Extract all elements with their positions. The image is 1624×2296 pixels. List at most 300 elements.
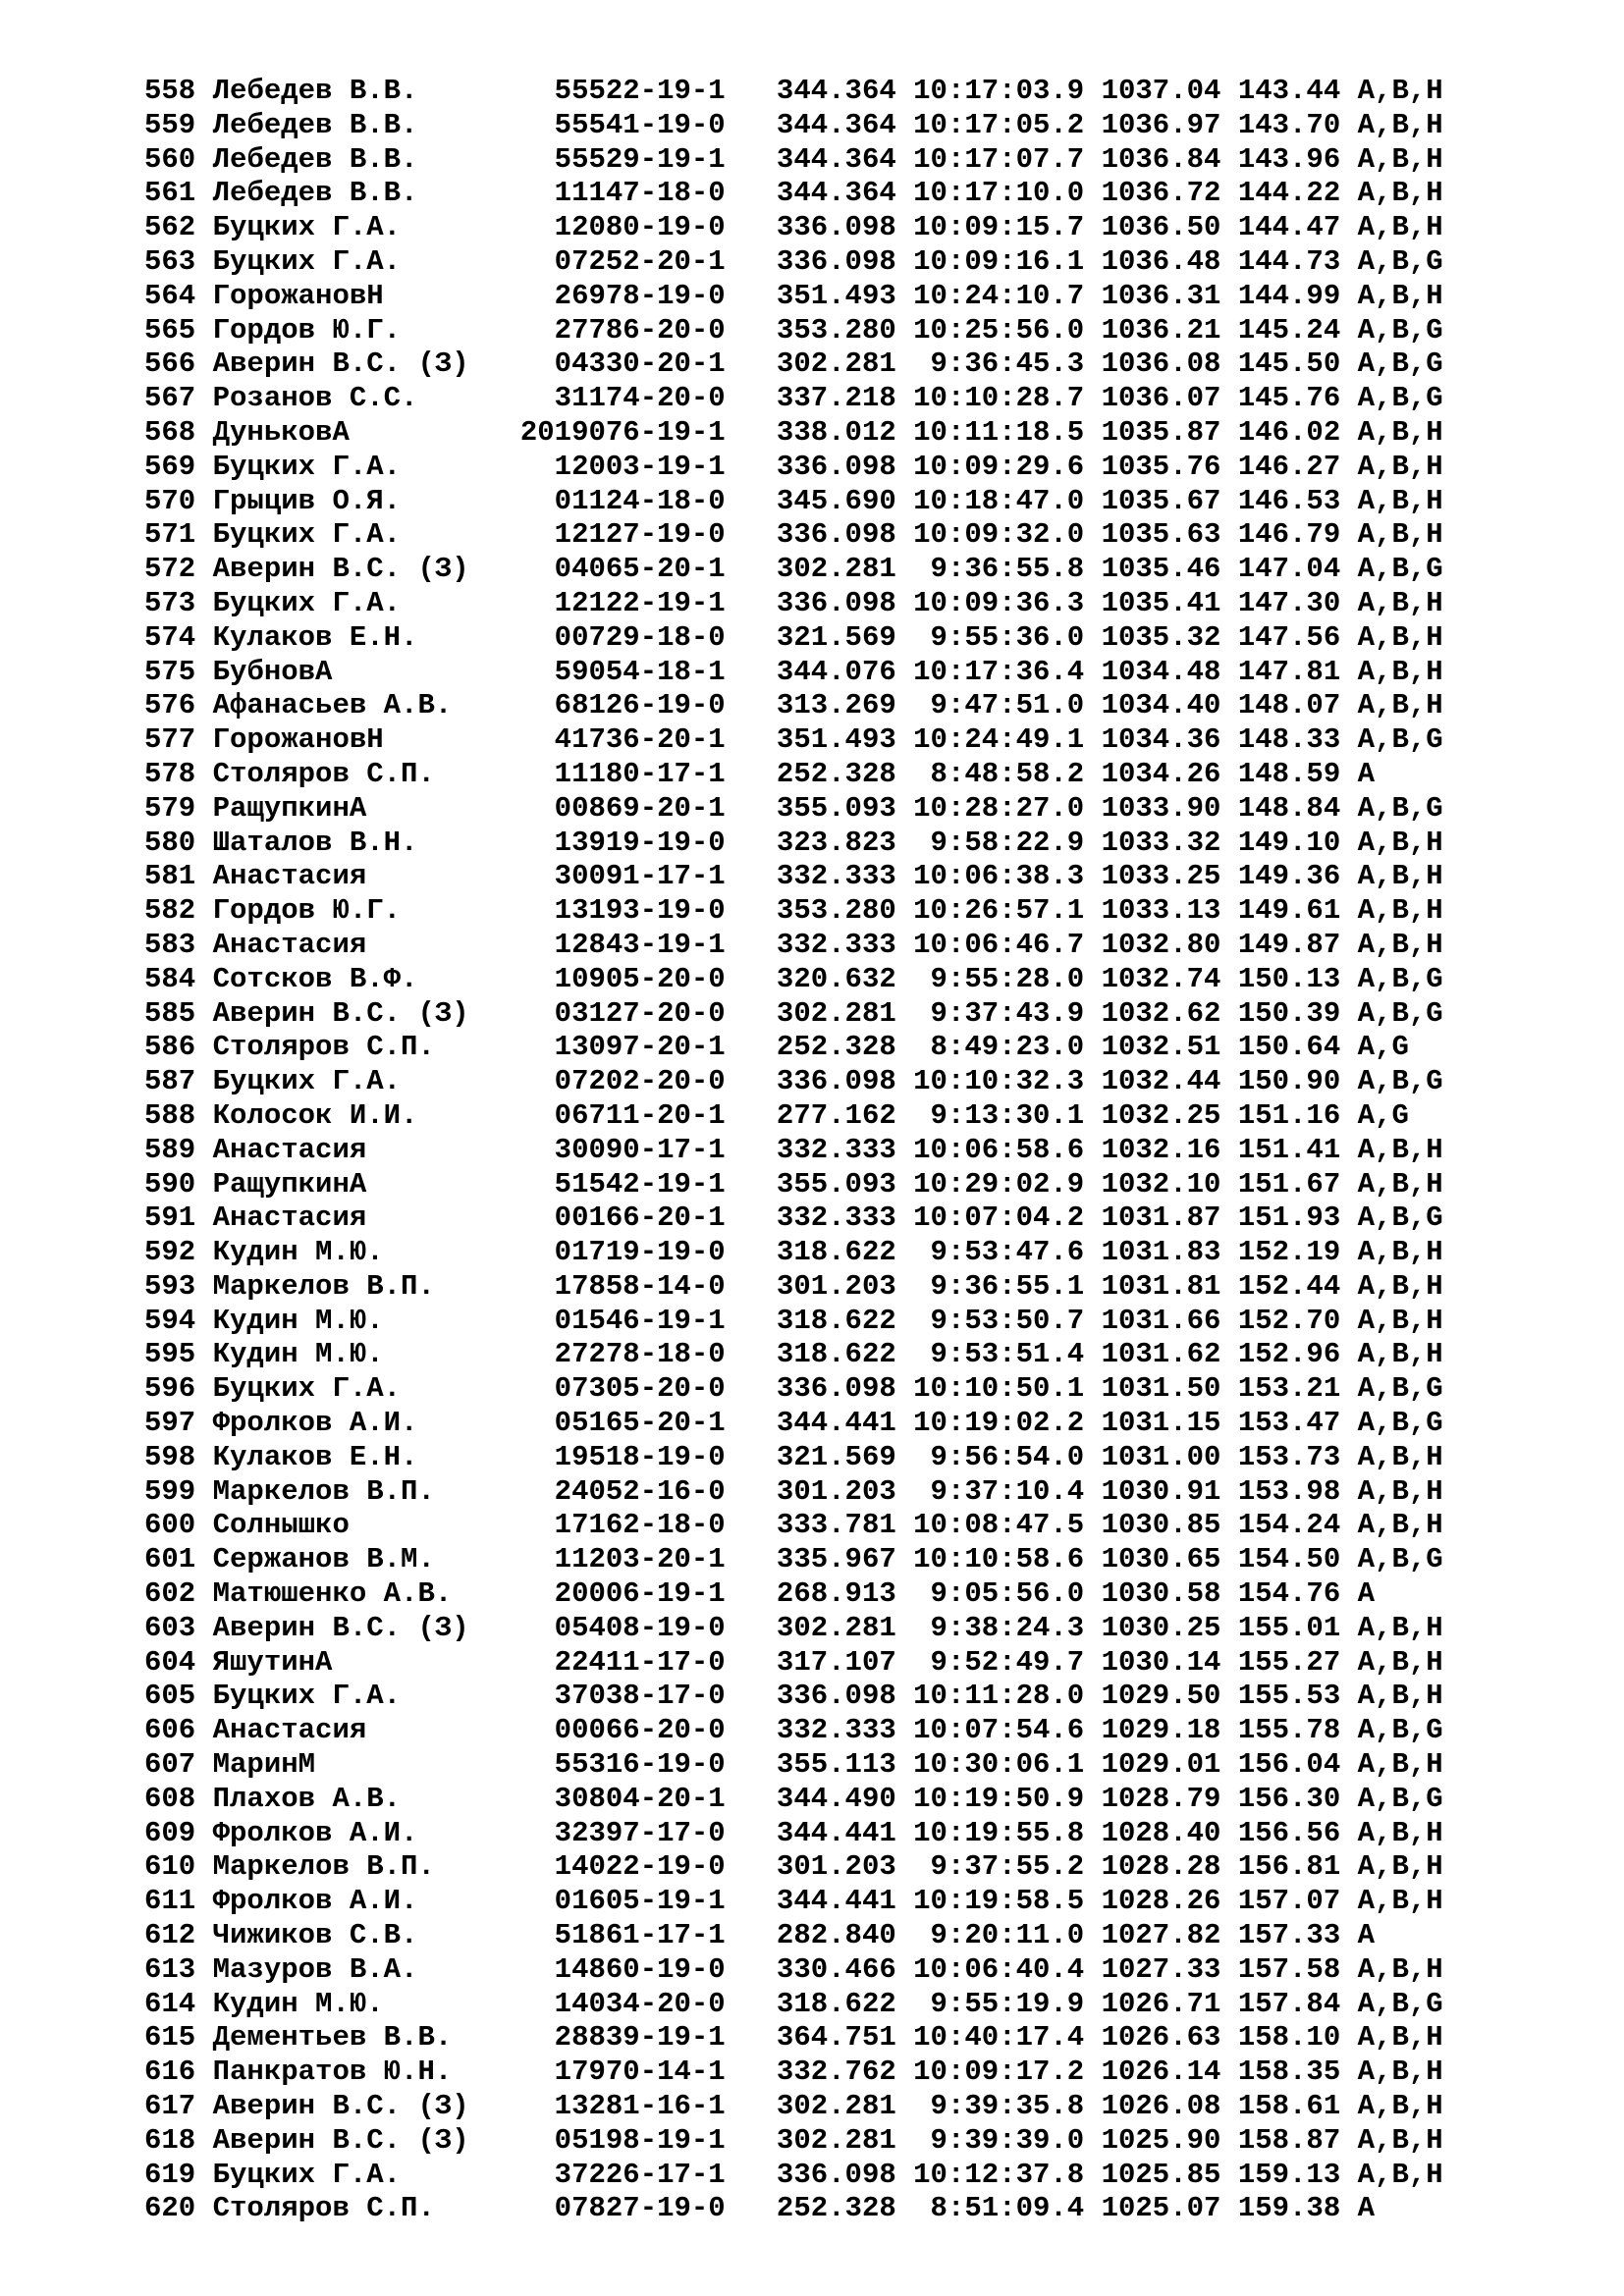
speed: 1026.14 [1084,2056,1221,2089]
speed: 1036.08 [1084,347,1221,381]
row-number: 607 [144,1748,196,1782]
arrival-time: 10:08:47.5 [895,1509,1085,1542]
table-row [144,621,1443,656]
categories: A,B,H [1340,484,1443,517]
fancier-name: Анастасия [195,1201,469,1235]
arrival-time: 10:40:17.4 [895,2021,1085,2055]
row-number: 558 [144,75,196,107]
table-row [144,1201,1443,1236]
distance: 332.333 [725,928,896,961]
table-row [144,347,1443,382]
row-number: 602 [144,1577,196,1611]
ring-number: 12122-19-1 [468,586,726,619]
ring-number: 13281-16-1 [468,2090,726,2123]
ring-number: 01546-19-1 [468,1304,726,1337]
ring-number: 24052-16-0 [468,1474,726,1508]
coefficient: 154.76 [1220,1577,1341,1611]
fancier-name: Буцких Г.А. [195,211,469,244]
row-number: 611 [144,1885,196,1918]
coefficient: 152.19 [1220,1236,1341,1269]
table-row [144,143,1443,178]
arrival-time: 9:39:35.8 [895,2090,1085,2123]
distance: 301.203 [725,1269,896,1303]
arrival-time: 10:17:36.4 [895,655,1085,688]
distance: 268.913 [725,1577,896,1611]
fancier-name: ЯшутинА [195,1645,469,1679]
table-row [144,758,1443,792]
categories: A,G [1340,1098,1409,1132]
distance: 332.333 [725,1133,896,1166]
arrival-time: 9:55:28.0 [895,962,1085,995]
speed: 1031.50 [1084,1372,1221,1406]
coefficient: 153.47 [1220,1407,1341,1440]
categories: A,B,H [1340,1680,1443,1713]
categories: A,B,H [1340,142,1443,176]
categories: A,G [1340,1031,1409,1064]
arrival-time: 10:06:58.6 [895,1133,1085,1166]
table-row [144,2124,1443,2159]
table-row [144,314,1443,348]
fancier-name: Кулаков Е.Н. [195,620,469,654]
speed: 1036.84 [1084,142,1221,176]
categories: A,B,H [1340,1850,1443,1884]
table-row [144,1577,1443,1612]
arrival-time: 10:09:36.3 [895,586,1085,619]
categories: A,B,G [1340,244,1443,278]
ring-number: 11147-18-0 [468,177,726,210]
distance: 336.098 [725,586,896,619]
table-row [144,1065,1443,1099]
arrival-time: 10:06:38.3 [895,860,1085,893]
coefficient: 159.13 [1220,2158,1341,2191]
arrival-time: 9:55:36.0 [895,620,1085,654]
ring-number: 00729-18-0 [468,620,726,654]
fancier-name: Фролков А.И. [195,1407,469,1440]
table-row [144,485,1443,519]
row-number: 577 [144,723,196,757]
arrival-time: 9:36:55.1 [895,1269,1085,1303]
table-row [144,2192,1443,2226]
table-row [144,1372,1443,1407]
distance: 277.162 [725,1098,896,1132]
coefficient: 155.27 [1220,1645,1341,1679]
table-row [144,451,1443,485]
coefficient: 144.73 [1220,244,1341,278]
distance: 336.098 [725,1372,896,1406]
table-row [144,1338,1443,1372]
fancier-name: Лебедев В.В. [195,177,469,210]
row-number: 591 [144,1201,196,1235]
arrival-time: 10:17:05.2 [895,108,1085,141]
distance: 353.280 [725,313,896,347]
categories: A,B,H [1340,279,1443,312]
speed: 1035.63 [1084,518,1221,552]
fancier-name: Буцких Г.А. [195,2158,469,2191]
row-number: 598 [144,1440,196,1473]
ring-number: 17162-18-0 [468,1509,726,1542]
coefficient: 158.61 [1220,2090,1341,2123]
categories: A,B,G [1340,313,1443,347]
arrival-time: 9:52:49.7 [895,1645,1085,1679]
coefficient: 147.04 [1220,553,1341,586]
fancier-name: Буцких Г.А. [195,1680,469,1713]
table-row [144,1099,1443,1134]
table-row [144,1168,1443,1202]
fancier-name: Столяров С.П. [195,1031,469,1064]
distance: 337.218 [725,382,896,415]
arrival-time: 8:49:23.0 [895,1031,1085,1064]
distance: 344.441 [725,1816,896,1849]
ring-number: 2019076-19-1 [468,415,726,449]
ring-number: 26978-19-0 [468,279,726,312]
speed: 1032.44 [1084,1065,1221,1098]
fancier-name: Афанасьев А.В. [195,689,469,722]
speed: 1031.00 [1084,1440,1221,1473]
categories: A,B,H [1340,1269,1443,1303]
distance: 344.364 [725,177,896,210]
arrival-time: 10:17:07.7 [895,142,1085,176]
categories: A,B,G [1340,553,1443,586]
fancier-name: Столяров С.П. [195,757,469,790]
arrival-time: 9:37:55.2 [895,1850,1085,1884]
speed: 1025.07 [1084,2192,1221,2225]
categories: A,B,G [1340,996,1443,1030]
categories: A,B,H [1340,1509,1443,1542]
ring-number: 01605-19-1 [468,1885,726,1918]
categories: A,B,H [1340,1338,1443,1371]
categories: A,B,H [1340,1645,1443,1679]
categories: A,B,H [1340,450,1443,483]
table-row [144,827,1443,861]
categories: A,B,H [1340,2056,1443,2089]
coefficient: 154.24 [1220,1509,1341,1542]
coefficient: 143.96 [1220,142,1341,176]
speed: 1033.32 [1084,826,1221,859]
fancier-name: Сержанов В.М. [195,1543,469,1576]
table-row [144,1850,1443,1885]
ring-number: 14860-19-0 [468,1952,726,1986]
row-number: 576 [144,689,196,722]
categories: A,B,H [1340,586,1443,619]
fancier-name: Матюшенко А.В. [195,1577,469,1611]
coefficient: 151.93 [1220,1201,1341,1235]
speed: 1030.58 [1084,1577,1221,1611]
arrival-time: 10:10:58.6 [895,1543,1085,1576]
table-row [144,587,1443,621]
fancier-name: ГорожановН [195,279,469,312]
speed: 1027.82 [1084,1919,1221,1952]
arrival-time: 9:55:19.9 [895,1987,1085,2020]
categories: A,B,G [1340,1201,1443,1235]
categories: A,B,G [1340,1407,1443,1440]
coefficient: 148.59 [1220,757,1341,790]
categories: A,B,G [1340,347,1443,381]
ring-number: 31174-20-0 [468,382,726,415]
row-number: 604 [144,1645,196,1679]
categories: A,B,G [1340,1372,1443,1406]
arrival-time: 9:56:54.0 [895,1440,1085,1473]
speed: 1032.74 [1084,962,1221,995]
row-number: 606 [144,1714,196,1747]
table-row [144,656,1443,690]
categories: A,B,H [1340,1474,1443,1508]
ring-number: 55541-19-0 [468,108,726,141]
row-number: 575 [144,655,196,688]
ring-number: 28839-19-1 [468,2021,726,2055]
table-row [144,1270,1443,1305]
speed: 1028.28 [1084,1850,1221,1884]
ring-number: 37226-17-1 [468,2158,726,2191]
row-number: 563 [144,244,196,278]
arrival-time: 10:06:46.7 [895,928,1085,961]
arrival-time: 10:10:28.7 [895,382,1085,415]
ring-number: 32397-17-0 [468,1816,726,1849]
arrival-time: 9:37:10.4 [895,1474,1085,1508]
fancier-name: Аверин В.С. (З) [195,2090,469,2123]
distance: 336.098 [725,211,896,244]
distance: 332.762 [725,2056,896,2089]
fancier-name: БубновА [195,655,469,688]
coefficient: 143.70 [1220,108,1341,141]
ring-number: 00869-20-1 [468,791,726,825]
table-row [144,1305,1443,1339]
row-number: 599 [144,1474,196,1508]
categories: A,B,H [1340,860,1443,893]
results-table [144,75,1443,2226]
row-number: 616 [144,2056,196,2089]
arrival-time: 10:19:50.9 [895,1782,1085,1815]
coefficient: 149.36 [1220,860,1341,893]
fancier-name: Столяров С.П. [195,2192,469,2225]
arrival-time: 10:17:03.9 [895,75,1085,107]
ring-number: 14022-19-0 [468,1850,726,1884]
speed: 1029.18 [1084,1714,1221,1747]
speed: 1033.90 [1084,791,1221,825]
categories: A [1340,1919,1376,1952]
row-number: 595 [144,1338,196,1371]
row-number: 559 [144,108,196,141]
table-row [144,416,1443,451]
ring-number: 51861-17-1 [468,1919,726,1952]
distance: 336.098 [725,450,896,483]
table-row [144,2056,1443,2090]
fancier-name: Маркелов В.П. [195,1850,469,1884]
ring-number: 10905-20-0 [468,962,726,995]
table-row [144,2159,1443,2193]
table-row [144,894,1443,929]
arrival-time: 10:29:02.9 [895,1167,1085,1201]
table-row [144,1714,1443,1748]
coefficient: 154.50 [1220,1543,1341,1576]
distance: 302.281 [725,347,896,381]
distance: 282.840 [725,1919,896,1952]
categories: A,B,H [1340,75,1443,107]
speed: 1036.21 [1084,313,1221,347]
categories: A [1340,1577,1376,1611]
table-row [144,1646,1443,1681]
distance: 353.280 [725,894,896,928]
ring-number: 07252-20-1 [468,244,726,278]
categories: A,B,H [1340,2021,1443,2055]
row-number: 592 [144,1236,196,1269]
coefficient: 144.99 [1220,279,1341,312]
categories: A,B,H [1340,415,1443,449]
row-number: 566 [144,347,196,381]
table-row [144,792,1443,827]
speed: 1030.91 [1084,1474,1221,1508]
distance: 336.098 [725,2158,896,2191]
coefficient: 145.50 [1220,347,1341,381]
ring-number: 01124-18-0 [468,484,726,517]
coefficient: 153.21 [1220,1372,1341,1406]
table-row [144,997,1443,1032]
row-number: 597 [144,1407,196,1440]
speed: 1031.83 [1084,1236,1221,1269]
distance: 330.466 [725,1952,896,1986]
fancier-name: Розанов С.С. [195,382,469,415]
distance: 301.203 [725,1850,896,1884]
coefficient: 146.53 [1220,484,1341,517]
distance: 345.690 [725,484,896,517]
speed: 1036.07 [1084,382,1221,415]
table-row [144,689,1443,723]
ring-number: 01719-19-0 [468,1236,726,1269]
distance: 321.569 [725,620,896,654]
arrival-time: 10:09:15.7 [895,211,1085,244]
row-number: 610 [144,1850,196,1884]
ring-number: 05408-19-0 [468,1611,726,1644]
ring-number: 30090-17-1 [468,1133,726,1166]
fancier-name: Аверин В.С. (З) [195,1611,469,1644]
distance: 351.493 [725,723,896,757]
coefficient: 157.07 [1220,1885,1341,1918]
speed: 1033.13 [1084,894,1221,928]
row-number: 562 [144,211,196,244]
speed: 1026.08 [1084,2090,1221,2123]
fancier-name: Анастасия [195,860,469,893]
arrival-time: 10:09:17.2 [895,2056,1085,2089]
speed: 1036.72 [1084,177,1221,210]
ring-number: 30091-17-1 [468,860,726,893]
fancier-name: ГорожановН [195,723,469,757]
categories: A [1340,2192,1376,2225]
fancier-name: Кудин М.Ю. [195,1338,469,1371]
fancier-name: Гордов Ю.Г. [195,313,469,347]
row-number: 585 [144,996,196,1030]
row-number: 615 [144,2021,196,2055]
row-number: 617 [144,2090,196,2123]
row-number: 564 [144,279,196,312]
speed: 1031.66 [1084,1304,1221,1337]
fancier-name: Буцких Г.А. [195,244,469,278]
distance: 318.622 [725,1338,896,1371]
table-row [144,723,1443,758]
row-number: 612 [144,1919,196,1952]
speed: 1037.04 [1084,75,1221,107]
table-row [144,1236,1443,1270]
ring-number: 59054-18-1 [468,655,726,688]
fancier-name: Анастасия [195,1133,469,1166]
ring-number: 68126-19-0 [468,689,726,722]
ring-number: 13919-19-0 [468,826,726,859]
distance: 320.632 [725,962,896,995]
fancier-name: Кудин М.Ю. [195,1236,469,1269]
arrival-time: 9:53:50.7 [895,1304,1085,1337]
distance: 336.098 [725,1680,896,1713]
ring-number: 30804-20-1 [468,1782,726,1815]
row-number: 578 [144,757,196,790]
categories: A,B,H [1340,894,1443,928]
fancier-name: Маркелов В.П. [195,1474,469,1508]
categories: A,B,G [1340,962,1443,995]
categories: A,B,H [1340,928,1443,961]
fancier-name: Анастасия [195,1714,469,1747]
coefficient: 152.44 [1220,1269,1341,1303]
coefficient: 156.04 [1220,1748,1341,1782]
table-row [144,1407,1443,1441]
coefficient: 152.70 [1220,1304,1341,1337]
categories: A,B,H [1340,689,1443,722]
table-row [144,1748,1443,1783]
coefficient: 151.67 [1220,1167,1341,1201]
speed: 1030.14 [1084,1645,1221,1679]
coefficient: 157.58 [1220,1952,1341,1986]
coefficient: 153.73 [1220,1440,1341,1473]
ring-number: 04330-20-1 [468,347,726,381]
speed: 1026.63 [1084,2021,1221,2055]
distance: 355.093 [725,1167,896,1201]
coefficient: 155.53 [1220,1680,1341,1713]
categories: A,B,G [1340,1543,1443,1576]
fancier-name: Буцких Г.А. [195,518,469,552]
speed: 1028.40 [1084,1816,1221,1849]
fancier-name: Плахов А.В. [195,1782,469,1815]
categories: A,B,G [1340,791,1443,825]
categories: A,B,H [1340,826,1443,859]
table-row [144,1475,1443,1510]
table-row [144,211,1443,245]
arrival-time: 9:53:47.6 [895,1236,1085,1269]
ring-number: 27278-18-0 [468,1338,726,1371]
speed: 1036.48 [1084,244,1221,278]
ring-number: 03127-20-0 [468,996,726,1030]
fancier-name: Гордов Ю.Г. [195,894,469,928]
fancier-name: Кудин М.Ю. [195,1304,469,1337]
categories: A,B,H [1340,177,1443,210]
speed: 1030.65 [1084,1543,1221,1576]
arrival-time: 10:10:32.3 [895,1065,1085,1098]
row-number: 580 [144,826,196,859]
arrival-time: 8:51:09.4 [895,2192,1085,2225]
coefficient: 156.56 [1220,1816,1341,1849]
table-row [144,518,1443,553]
row-number: 618 [144,2123,196,2157]
distance: 336.098 [725,244,896,278]
row-number: 570 [144,484,196,517]
speed: 1031.81 [1084,1269,1221,1303]
ring-number: 55316-19-0 [468,1748,726,1782]
row-number: 574 [144,620,196,654]
categories: A,B,H [1340,1816,1443,1849]
row-number: 594 [144,1304,196,1337]
speed: 1029.50 [1084,1680,1221,1713]
ring-number: 13097-20-1 [468,1031,726,1064]
fancier-name: Лебедев В.В. [195,108,469,141]
row-number: 584 [144,962,196,995]
distance: 301.203 [725,1474,896,1508]
arrival-time: 9:58:22.9 [895,826,1085,859]
categories: A,B,H [1340,211,1443,244]
